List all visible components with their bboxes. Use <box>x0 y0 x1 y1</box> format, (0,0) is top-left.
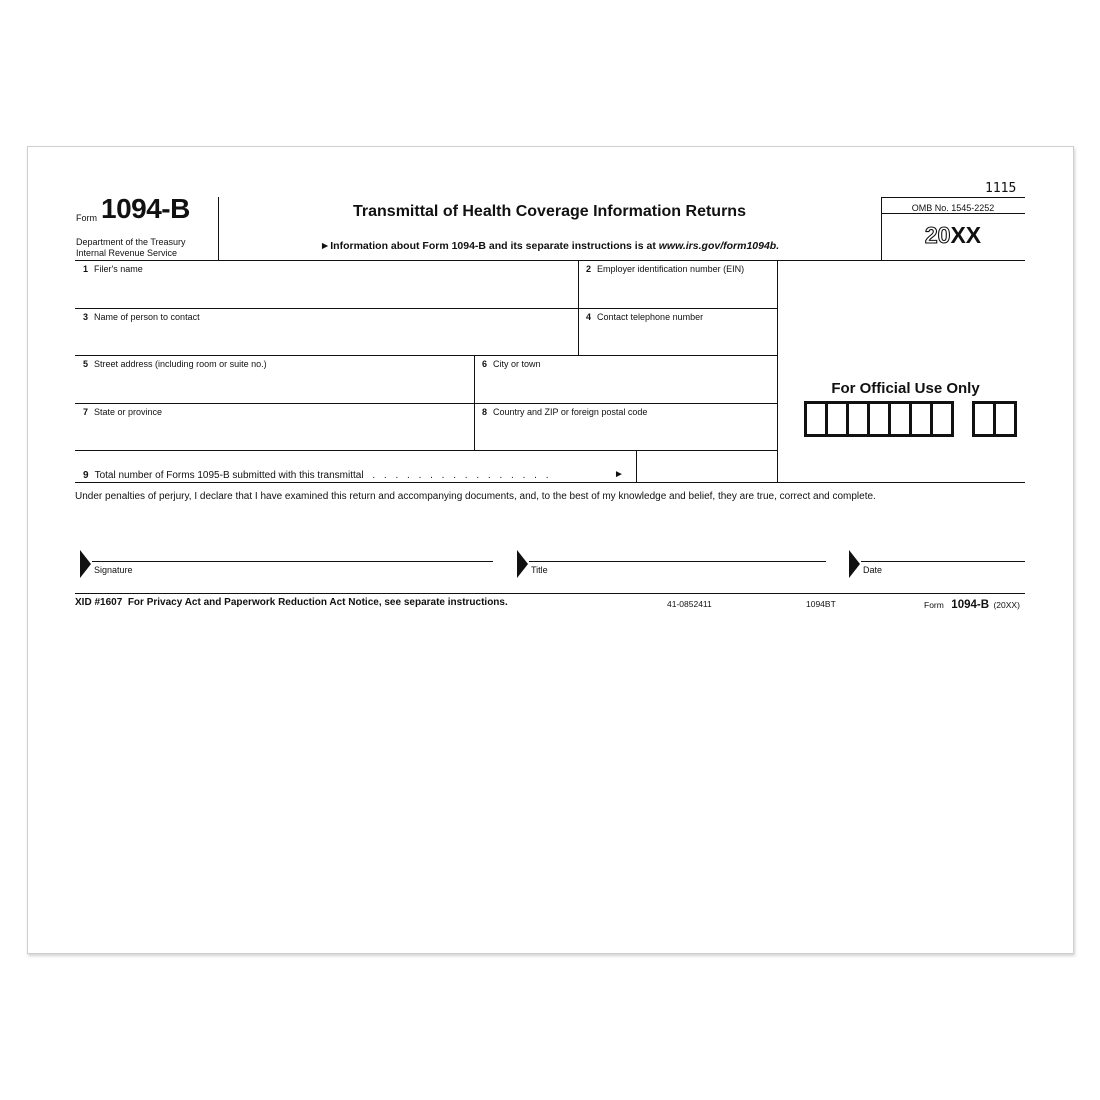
city-field[interactable] <box>476 371 776 402</box>
grid-rule-row5 <box>75 450 778 451</box>
title-line <box>529 561 826 562</box>
contact-phone-field[interactable] <box>580 324 776 354</box>
official-box <box>993 401 1017 437</box>
grid-rule-row2 <box>75 308 778 309</box>
corner-code: 1115 <box>985 181 1017 196</box>
grid-rule-row3 <box>75 355 778 356</box>
field-6-label: 6 City or town <box>482 359 541 369</box>
signature-arrow-icon <box>80 550 91 578</box>
signature-field[interactable] <box>92 540 493 561</box>
date-field[interactable] <box>861 540 1025 561</box>
omb-top-rule <box>881 197 1025 198</box>
info-url[interactable]: www.irs.gov/form1094b. <box>658 240 780 252</box>
official-use-label: For Official Use Only <box>831 380 980 397</box>
total-forms-field[interactable] <box>638 452 776 481</box>
grid-col-total <box>636 450 637 482</box>
field-5-label: 5 Street address (including room or suite no.) <box>83 359 267 369</box>
title-arrow-icon <box>517 550 528 578</box>
tax-year-prefix: 20 <box>924 222 951 248</box>
title-label: Title <box>531 565 548 575</box>
form-number: 1094-B <box>101 193 190 224</box>
info-text: Information about Form 1094-B and its separate instructions is at <box>330 240 659 252</box>
signature-line <box>92 561 493 562</box>
grid-col-ein <box>578 260 579 355</box>
field-3-label: 3 Name of person to contact <box>83 312 200 322</box>
form-word: Form <box>76 213 97 223</box>
leader-dots: . . . . . . . . . . . . . . . . <box>372 470 552 481</box>
dept-line-1: Department of the Treasury <box>76 237 186 247</box>
street-address-field[interactable] <box>76 371 473 402</box>
country-zip-field[interactable] <box>476 419 776 449</box>
tax-year-suffix: XX <box>950 222 982 248</box>
grid-col-city <box>474 355 475 450</box>
footer-code: 1094BT <box>806 599 836 609</box>
grid-bottom-rule <box>75 482 1025 483</box>
perjury-statement: Under penalties of perjury, I declare that I have examined this return and accompanying documents, and, to the best of my knowledge and belief, they are true, correct and complete. <box>75 491 876 502</box>
footer-notice <box>75 597 508 608</box>
footer-form-year: (20XX) <box>993 600 1020 610</box>
form-title: Transmittal of Health Coverage Information Returns <box>353 203 746 220</box>
footer-form-word: Form <box>924 600 944 610</box>
footer-form-id <box>924 595 1020 613</box>
footer-rule <box>75 593 1025 594</box>
contact-name-field[interactable] <box>76 324 577 354</box>
signature-label: Signature <box>94 565 133 575</box>
field-1-label: 1 Filer's name <box>83 264 143 274</box>
filers-name-field[interactable] <box>76 276 577 307</box>
info-arrow-icon: ► <box>319 240 331 252</box>
footer-privacy: For Privacy Act and Paperwork Reduction Act Notice, see separate instructions. <box>127 597 508 608</box>
grid-top-rule <box>75 260 1025 261</box>
footer-xid: XID #1607 <box>75 597 123 608</box>
footer-form-number: 1094-B <box>951 599 990 611</box>
title-field[interactable] <box>529 540 826 561</box>
official-box <box>930 401 954 437</box>
grid-rule-row4 <box>75 403 778 404</box>
tax-year <box>881 222 1025 249</box>
date-label: Date <box>863 565 883 575</box>
omb-bottom-rule <box>881 213 1025 214</box>
field-9-label: 9 Total number of Forms 1095-B submitted with this transmittal . . . . . . . . . . . . . . . . <box>83 470 552 481</box>
field-4-label: 4 Contact telephone number <box>586 312 704 322</box>
date-line <box>861 561 1025 562</box>
ein-field[interactable] <box>580 276 776 307</box>
field-2-label: 2 Employer identification number (EIN) <box>586 264 745 274</box>
state-field[interactable] <box>76 419 473 449</box>
field-8-label: 8 Country and ZIP or foreign postal code <box>482 407 648 417</box>
field-9-arrow-icon: ► <box>614 469 624 480</box>
omb-number: OMB No. 1545-2252 <box>911 203 995 213</box>
date-arrow-icon <box>849 550 860 578</box>
field-7-label: 7 State or province <box>83 407 163 417</box>
dept-line-2: Internal Revenue Service <box>76 248 178 258</box>
footer-cat: 41-0852411 <box>667 599 712 609</box>
info-line <box>218 240 881 252</box>
grid-col-official <box>777 260 778 482</box>
